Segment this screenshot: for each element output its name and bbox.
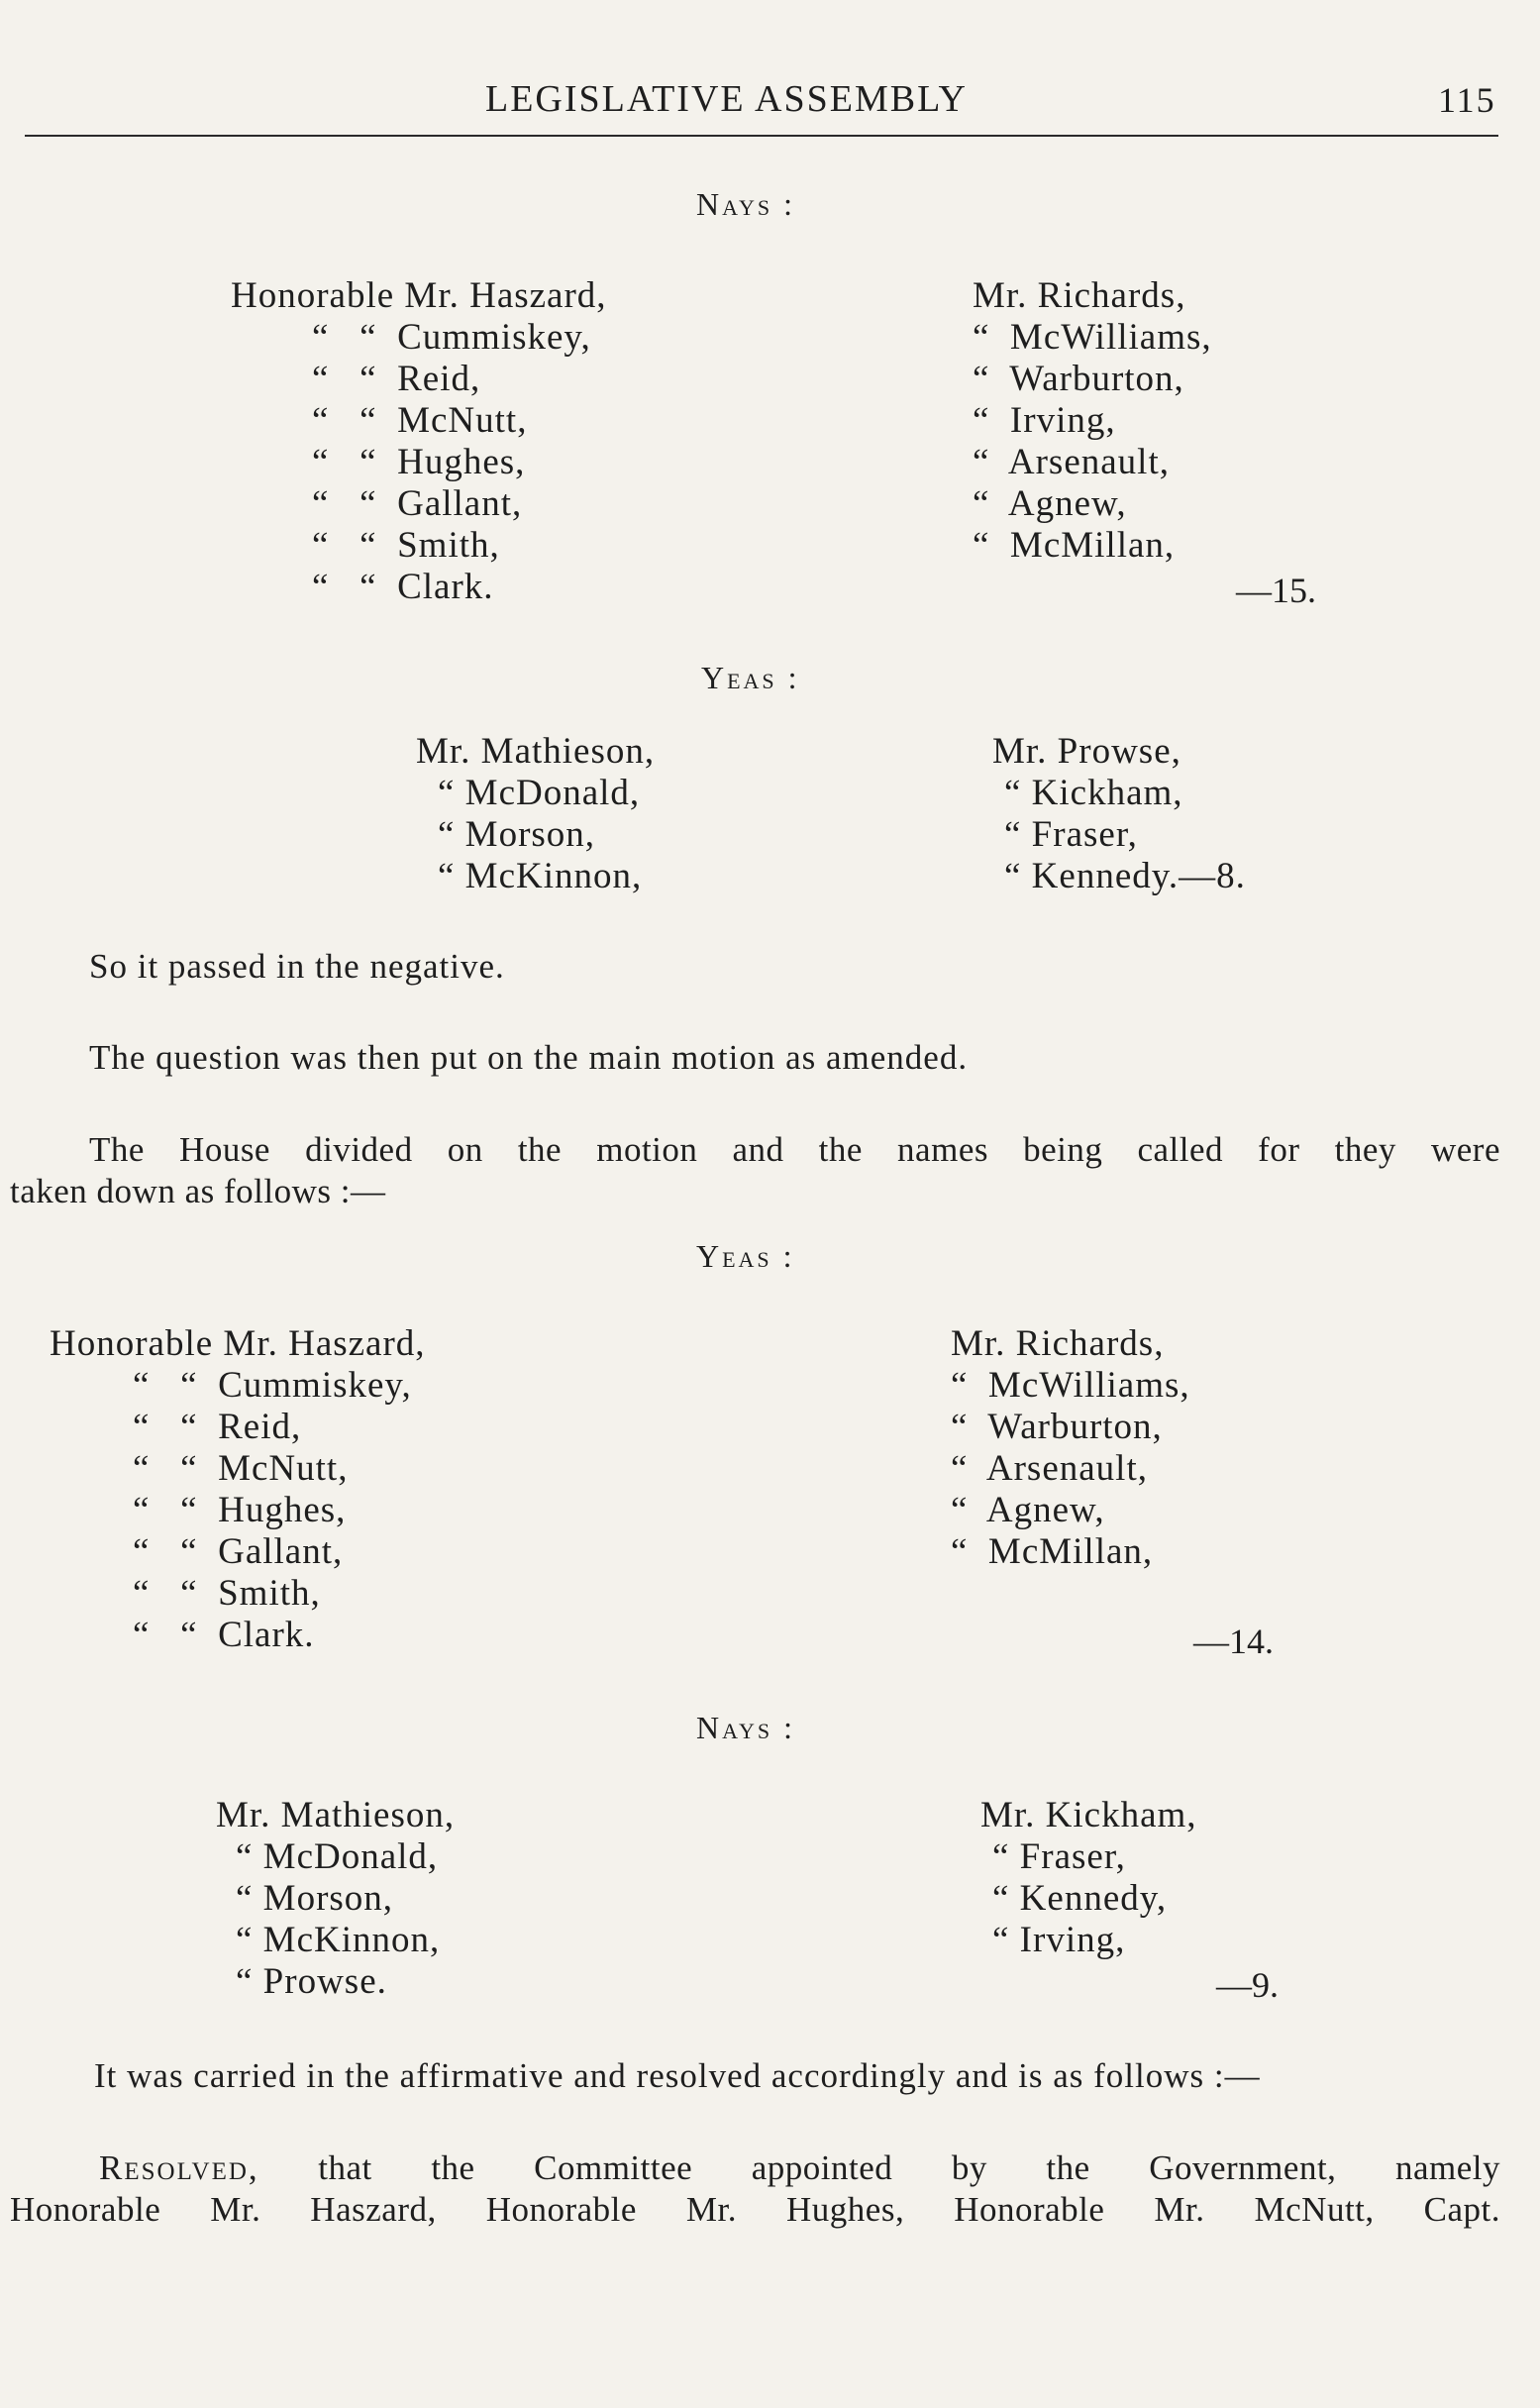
list-item: “ Morson, [236, 1878, 394, 1919]
page-number: 115 [1438, 80, 1496, 120]
nays-heading-1: Nays : [696, 186, 795, 222]
list-item: “ Irving, [992, 1920, 1126, 1960]
yeas-list-right-1 [992, 731, 1246, 897]
paragraph-resolved-line2: Honorable Mr. Haszard, Honorable Mr. Hughes, Honorable Mr. McNutt, Capt. [10, 2190, 1500, 2229]
paragraph-divided-line2: taken down as follows :— [10, 1172, 386, 1210]
paragraph-resolved-line1: Resolved, that the Committee appointed by the Government, namely [10, 2147, 1500, 2189]
header-rule [25, 135, 1498, 137]
list-item: “ “ McNutt, [133, 1448, 349, 1489]
list-item: “ Prowse. [236, 1961, 387, 2002]
list-item: “ Agnew, [951, 1490, 1105, 1530]
list-item: “ Kennedy, [992, 1878, 1168, 1919]
nays-list-left-1 [231, 275, 607, 608]
list-item: Mr. Prowse, [992, 731, 1181, 772]
list-item: “ “ Cummiskey, [312, 317, 591, 358]
list-item: “ “ Reid, [312, 359, 481, 399]
nays-list-right-1 [973, 275, 1212, 567]
list-item: “ “ Smith, [312, 525, 500, 566]
list-item: “ McDonald, [438, 773, 641, 813]
yeas-heading-2: Yeas : [696, 1238, 795, 1274]
list-item: “ Warburton, [951, 1407, 1163, 1447]
yeas-list-left-2 [50, 1323, 426, 1656]
yeas-list-right-2 [951, 1323, 1190, 1573]
list-item: “ Arsenault, [973, 442, 1170, 482]
list-item: “ “ Reid, [133, 1407, 302, 1447]
nays-list-right-2 [980, 1795, 1197, 1961]
list-item: “ “ Gallant, [312, 483, 523, 524]
yeas-heading-1: Yeas : [701, 660, 800, 695]
list-item: “ “ McNutt, [312, 400, 528, 441]
nays-heading-2: Nays : [696, 1710, 795, 1745]
list-item: “ McWilliams, [951, 1365, 1190, 1406]
list-item: “ Kennedy.—8. [1004, 856, 1246, 896]
list-item: “ McMillan, [973, 525, 1176, 566]
nays-total-1: —15. [1236, 571, 1316, 610]
paragraph-divided-line1: The House divided on the motion and the names being called for they were [89, 1130, 1500, 1169]
list-item: Honorable Mr. Haszard, [50, 1323, 426, 1364]
list-item: “ Fraser, [992, 1836, 1126, 1877]
list-item: “ “ Clark. [312, 567, 494, 607]
resolved-label: Resolved, [99, 2148, 259, 2187]
list-item: Mr. Richards, [951, 1323, 1165, 1364]
list-item: “ “ Cummiskey, [133, 1365, 412, 1406]
running-header: LEGISLATIVE ASSEMBLY [485, 78, 968, 120]
nays-total-2: —9. [1216, 1965, 1279, 2005]
list-item: “ McWilliams, [973, 317, 1212, 358]
nays-list-left-2 [216, 1795, 455, 2003]
list-item: Honorable Mr. Haszard, [231, 275, 607, 316]
paragraph-question: The question was then put on the main motion as amended. [89, 1038, 969, 1077]
list-item: “ “ Clark. [133, 1615, 315, 1655]
list-item: “ Morson, [438, 814, 596, 855]
yeas-list-left-1 [416, 731, 655, 897]
list-item: “ Kickham, [1004, 773, 1183, 813]
yeas-total-2: —14. [1193, 1622, 1274, 1661]
list-item: Mr. Mathieson, [216, 1795, 456, 1835]
list-item: Mr. Mathieson, [416, 731, 656, 772]
list-item: “ McKinnon, [438, 856, 643, 896]
list-item: “ Irving, [973, 400, 1116, 441]
paragraph-affirmative: It was carried in the affirmative and resolved accordingly and is as follows :— [94, 2056, 1261, 2095]
list-item: “ McMillan, [951, 1531, 1154, 1572]
list-item: “ Fraser, [1004, 814, 1138, 855]
list-item: “ Arsenault, [951, 1448, 1148, 1489]
list-item: “ “ Gallant, [133, 1531, 344, 1572]
list-item: “ “ Smith, [133, 1573, 321, 1614]
list-item: “ “ Hughes, [133, 1490, 347, 1530]
paragraph-negative: So it passed in the negative. [89, 947, 505, 986]
list-item: Mr. Kickham, [980, 1795, 1197, 1835]
list-item: Mr. Richards, [973, 275, 1186, 316]
list-item: “ Warburton, [973, 359, 1184, 399]
list-item: “ McKinnon, [236, 1920, 441, 1960]
list-item: “ “ Hughes, [312, 442, 526, 482]
list-item: “ McDonald, [236, 1836, 439, 1877]
list-item: “ Agnew, [973, 483, 1127, 524]
